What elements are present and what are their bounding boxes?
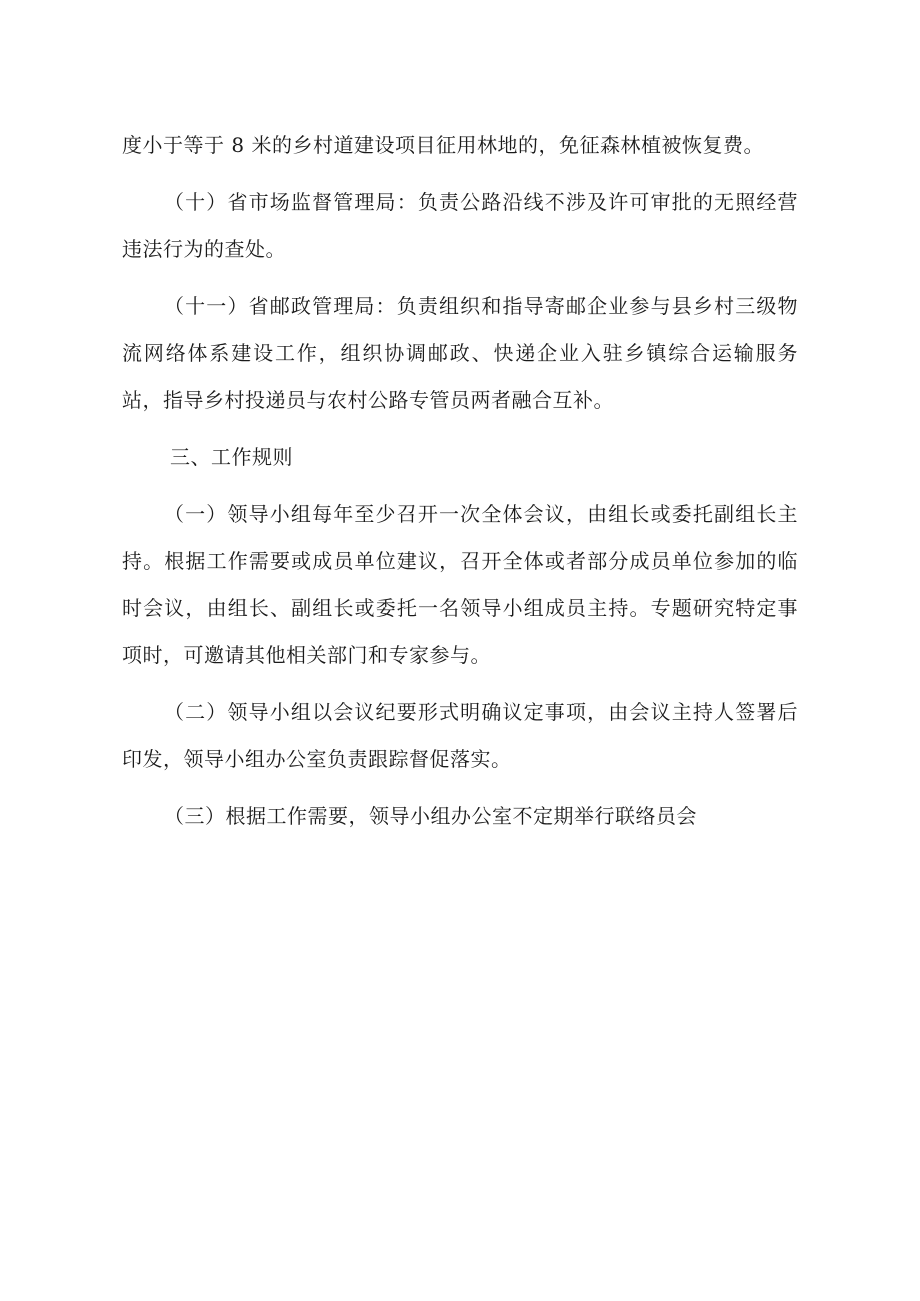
document-body [122,122,798,840]
paragraph-rule-plenary-meeting: （一）领导小组每年至少召开一次全体会议，由组长或委托副组长主持。根据工作需要或成员单位建议，召开全体或者部分成员单位参加的临时会议，由组长、副组长或委托一名领导小组成员主持。专题研究特定事项时，可邀请其他相关部门和专家参与。 [122,502,798,667]
paragraph-rule-liaison-meeting: （三）根据工作需要，领导小组办公室不定期举行联络员会 [164,804,697,828]
paragraph-forest-fee-exemption: 度小于等于 8 米的乡村道建设项目征用林地的，免征森林植被恢复费。 [122,133,764,157]
paragraph-market-supervision-bureau: （十）省市场监督管理局：负责公路沿线不涉及许可审批的无照经营违法行为的查处。 [122,190,798,261]
paragraph-postal-administration-bureau: （十一）省邮政管理局：负责组织和指导寄邮企业参与县乡村三级物流网络体系建设工作，组织协调邮政、快递企业入驻乡镇综合运输服务站，指导乡村投递员与农村公路专管员两者融合互补。 [122,294,798,412]
section-heading-work-rules: 三、工作规则 [170,445,293,469]
paragraph-rule-meeting-minutes: （二）领导小组以会议纪要形式明确议定事项，由会议主持人签署后印发，领导小组办公室负责跟踪督促落实。 [122,700,798,771]
